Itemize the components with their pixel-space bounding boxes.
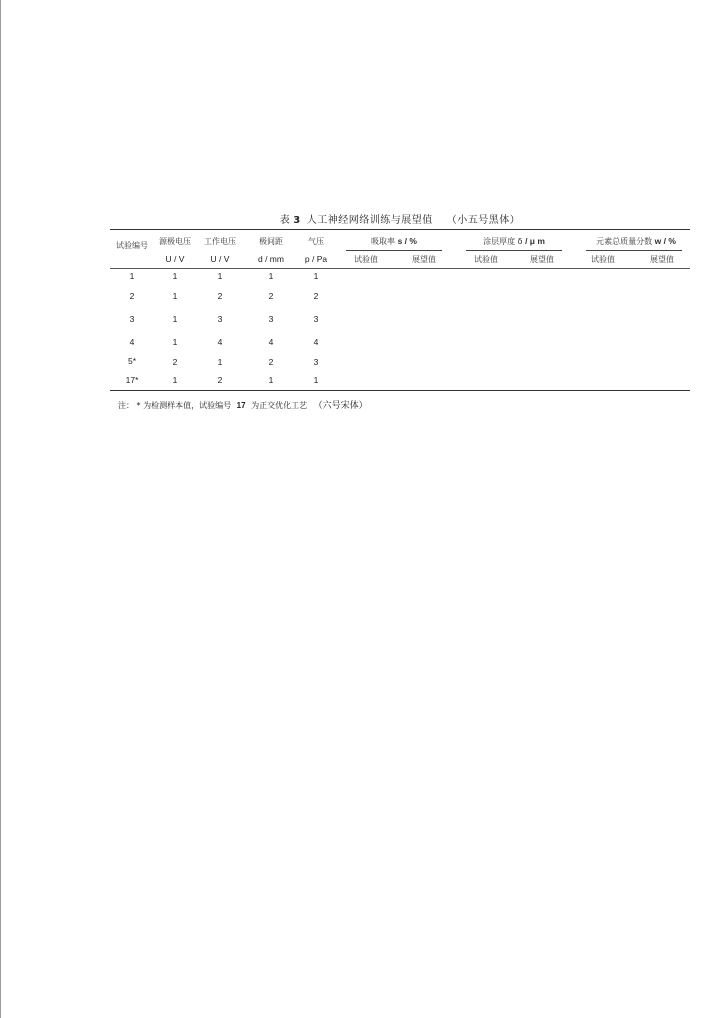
table-bottom-rule — [110, 390, 690, 391]
coating-unit: / μ m — [525, 236, 545, 246]
table-header-rule — [110, 268, 690, 269]
coating-sub-rule — [466, 250, 562, 251]
caption-number: 3 — [293, 215, 301, 226]
coating-expected-value: 展望值 — [530, 255, 554, 264]
table-cell: 1 — [313, 271, 319, 281]
table-cell: 1 — [172, 375, 178, 385]
table-cell: 4 — [268, 337, 274, 347]
header-coating — [466, 236, 562, 247]
table-cell: 3 — [217, 314, 223, 324]
coating-test-value: 试验值 — [474, 255, 498, 264]
header-trial-no: 试验编号 — [116, 241, 148, 250]
table-cell: 4 — [313, 337, 319, 347]
table-cell: 2 — [313, 291, 319, 301]
table-top-rule — [110, 229, 690, 230]
table-cell: 2 — [217, 291, 223, 301]
table-cell: 2 — [268, 291, 274, 301]
table-cell: 1 — [172, 271, 178, 281]
caption-title: 人工神经网络训练与展望值 — [306, 215, 433, 226]
table-cell: 1 — [313, 375, 319, 385]
table-cell: 3 — [268, 314, 274, 324]
footnote-text-2: 为正交优化工艺 — [251, 401, 308, 410]
caption-style-note: （小五号黑体） — [446, 215, 521, 226]
absorption-sub-rule — [346, 250, 442, 251]
mass-test-value: 试验值 — [591, 255, 615, 264]
table-cell: 3 — [129, 314, 135, 324]
table-cell: 17* — [125, 375, 139, 385]
header-mass — [586, 236, 686, 247]
table-cell: 5* — [127, 356, 137, 366]
table-cell: 2 — [172, 357, 178, 367]
header-work-voltage: 工作电压 — [204, 237, 236, 246]
absorption-expected-value: 展望值 — [412, 255, 436, 264]
mass-expected-value: 展望值 — [650, 255, 674, 264]
table-caption — [110, 211, 690, 226]
unit-pressure: p / Pa — [304, 254, 328, 264]
table-footnote — [118, 398, 368, 411]
coating-symbol: δ — [517, 237, 523, 246]
table-cell: 1 — [172, 291, 178, 301]
page-left-edge — [0, 0, 1, 1018]
footnote-text-1: * 为检测样本值，试验编号 — [136, 401, 232, 410]
table-cell: 1 — [172, 337, 178, 347]
footnote-style-note: （六号宋体） — [313, 401, 368, 411]
header-source-voltage: 源极电压 — [159, 237, 191, 246]
table-cell: 1 — [129, 271, 135, 281]
footnote-number: 17 — [236, 401, 246, 410]
footnote-prefix: 注： — [118, 401, 134, 410]
unit-plate-gap: d / mm — [258, 254, 284, 264]
header-pressure: 气压 — [308, 237, 324, 246]
table-cell: 1 — [268, 375, 274, 385]
mass-label: 元素总质量分数 — [596, 237, 653, 246]
header-absorption — [346, 236, 442, 247]
table-cell: 3 — [313, 357, 319, 367]
caption-label: 表 — [279, 215, 291, 226]
absorption-label: 吸取率 — [371, 237, 396, 246]
unit-source-voltage: U / V — [165, 254, 185, 264]
table-cell: 1 — [217, 271, 223, 281]
table-cell: 2 — [268, 357, 274, 367]
table-cell: 1 — [268, 271, 274, 281]
mass-symbol: w / % — [654, 236, 676, 246]
coating-label: 涂层厚度 — [483, 237, 516, 246]
table-cell: 4 — [129, 337, 135, 347]
header-plate-gap: 极间距 — [259, 237, 283, 246]
table-cell: 3 — [313, 314, 319, 324]
table-cell: 4 — [217, 337, 223, 347]
table-cell: 2 — [129, 291, 135, 301]
table-cell: 1 — [217, 357, 223, 367]
unit-work-voltage: U / V — [210, 254, 230, 264]
absorption-symbol: s / % — [397, 236, 417, 246]
mass-sub-rule — [586, 250, 682, 251]
table-cell: 1 — [172, 314, 178, 324]
table-cell: 2 — [217, 375, 223, 385]
absorption-test-value: 试验值 — [354, 255, 378, 264]
